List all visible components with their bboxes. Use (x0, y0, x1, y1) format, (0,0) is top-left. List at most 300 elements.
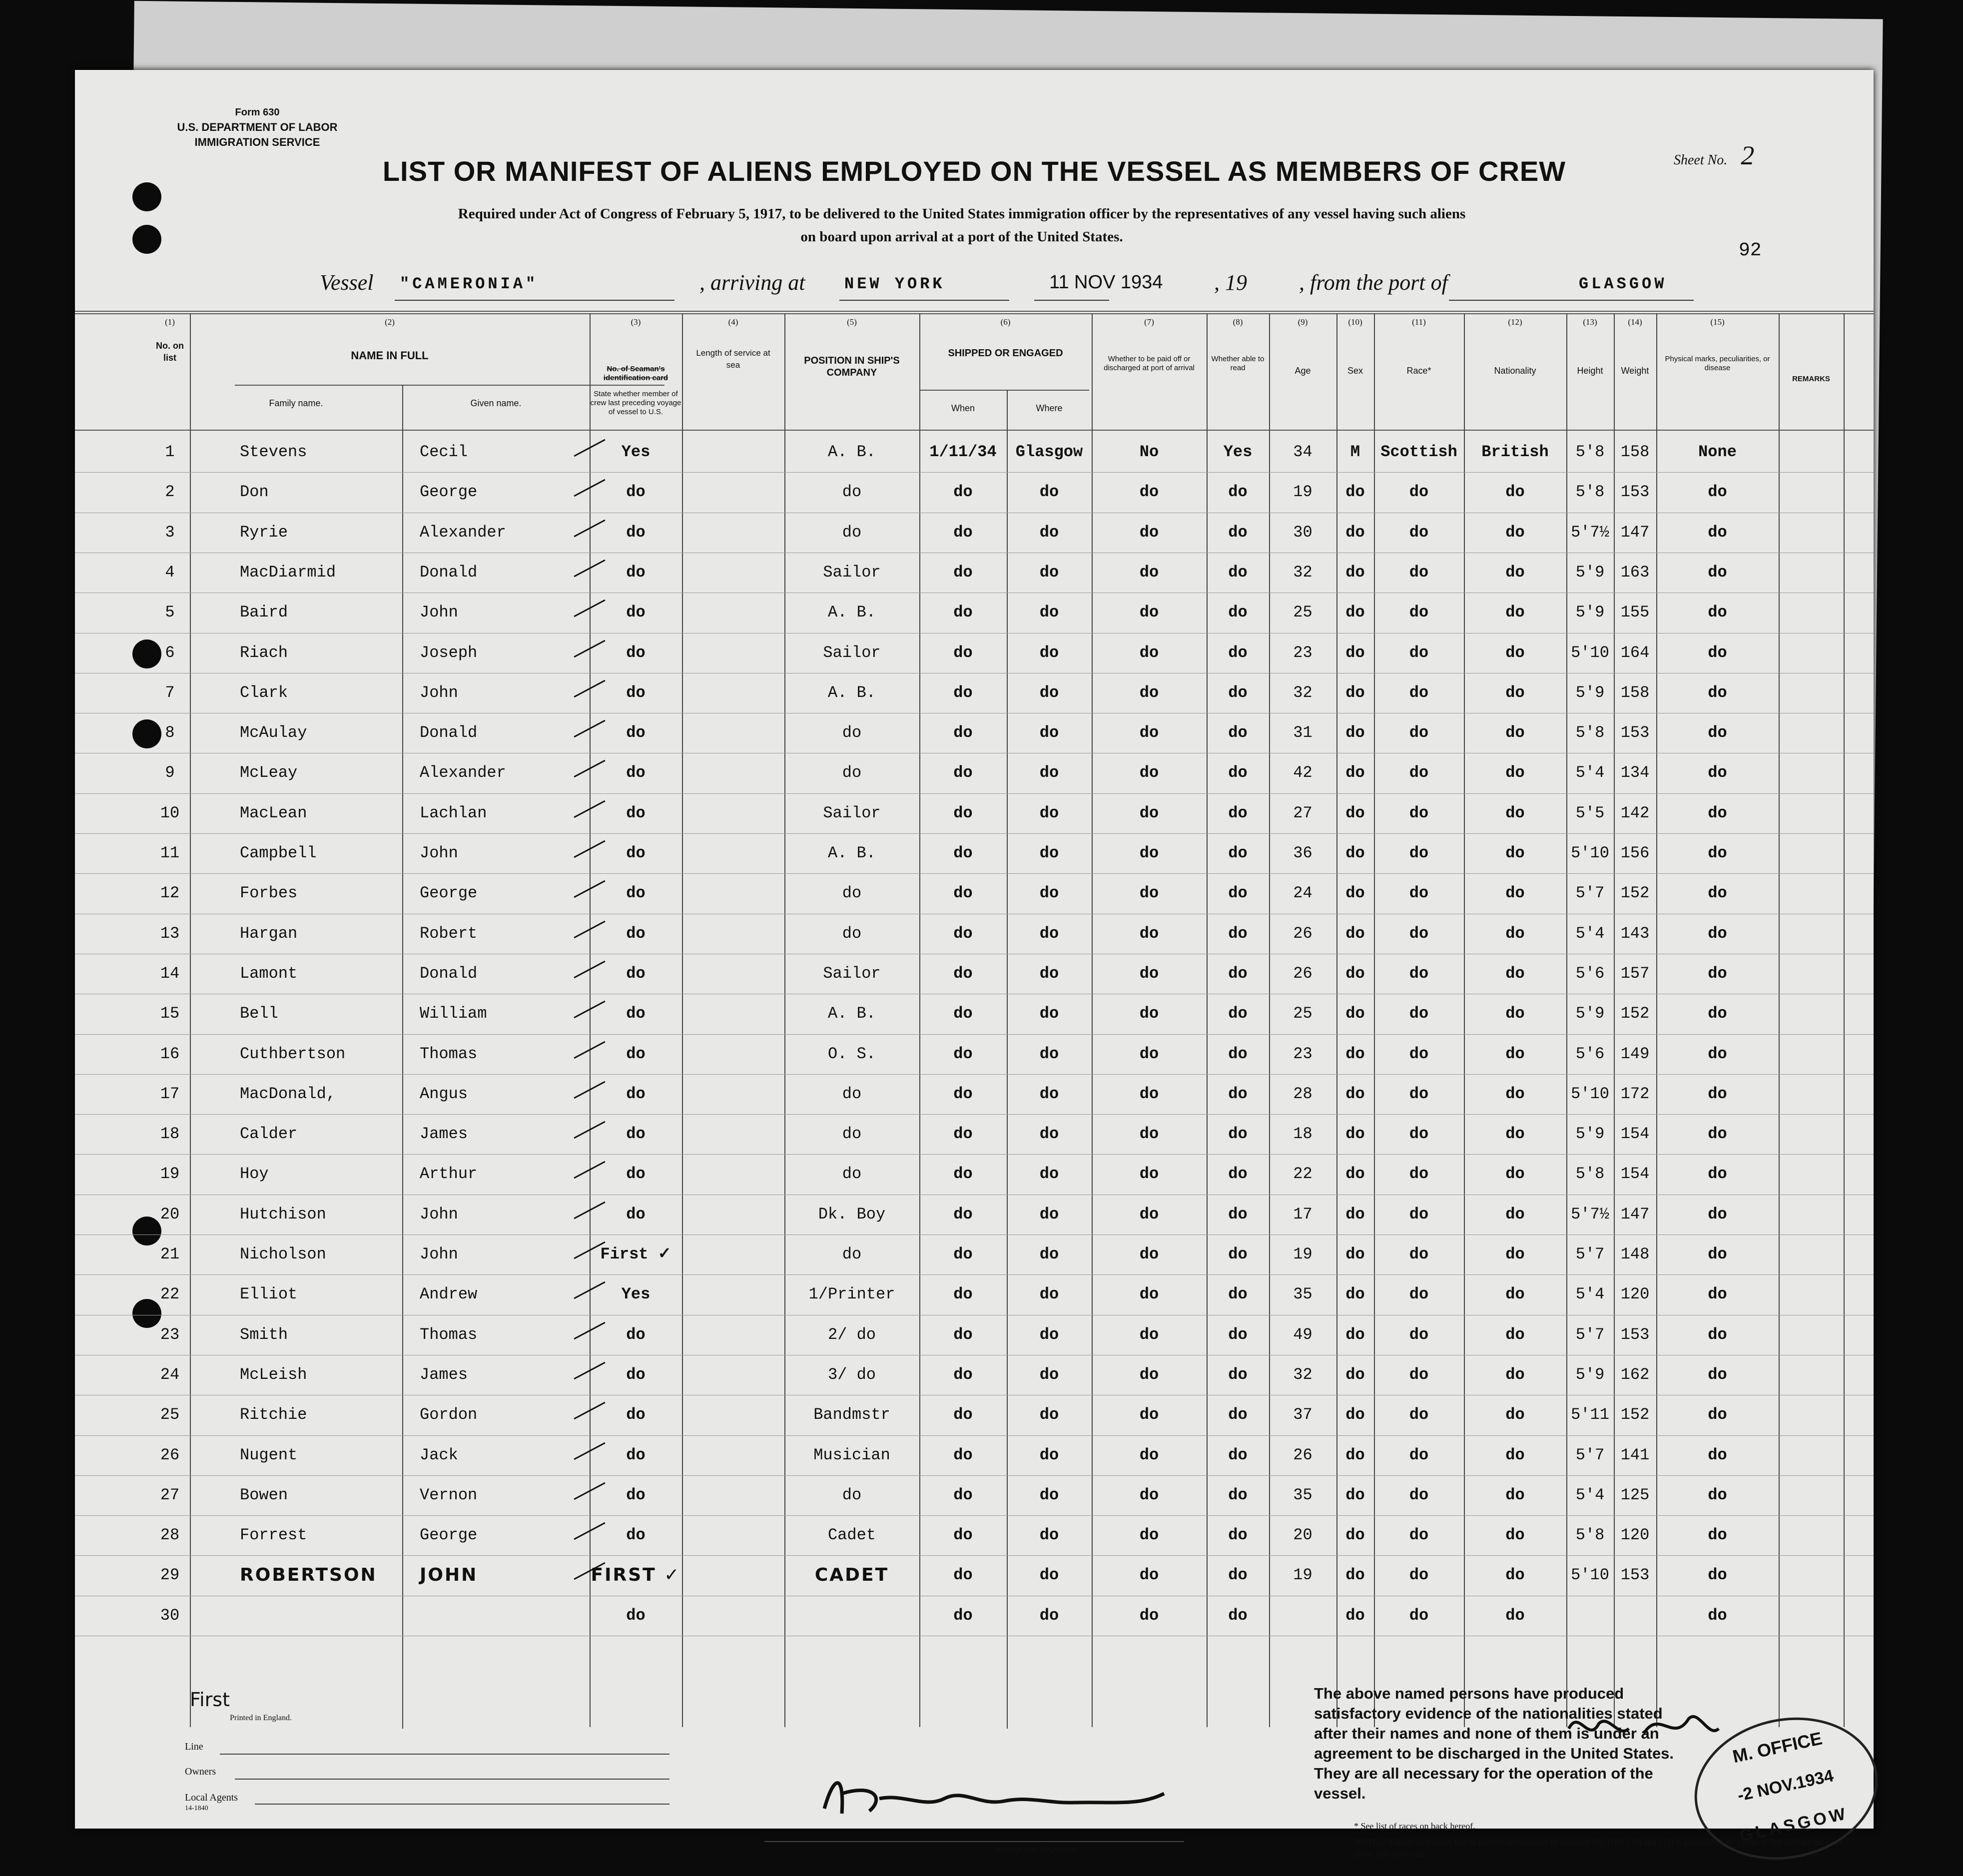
cell-no: 9 (165, 763, 175, 782)
cell-position: 3/ do (827, 1365, 876, 1384)
cell-prev: do (626, 1365, 646, 1384)
table-row (75, 432, 1874, 472)
cell-when: do (953, 1485, 973, 1504)
cell-paid: No (1139, 443, 1159, 461)
col4-header: Length of service at sea (696, 348, 770, 370)
cell-prev: do (626, 563, 646, 582)
cell-position: Sailor (823, 643, 881, 662)
cell-paid: do (1139, 683, 1159, 702)
cell-read: do (1228, 523, 1248, 542)
cell-nat: do (1505, 1004, 1525, 1023)
cell-given: John (420, 603, 458, 622)
cell-family: Elliot (240, 1285, 298, 1304)
cell-sex: do (1345, 1526, 1365, 1545)
cell-position: A. B. (827, 603, 876, 622)
cell-height: 5'4 (1575, 763, 1605, 782)
cell-given: John (420, 1205, 458, 1224)
cell-no: 28 (160, 1526, 180, 1545)
cell-no: 3 (165, 523, 175, 542)
col8-header: Whether able to read (1211, 355, 1265, 372)
cell-given: Thomas (420, 1044, 478, 1063)
cell-marks: do (1708, 763, 1727, 782)
cell-marks: do (1708, 1044, 1727, 1063)
table-row (75, 753, 1874, 793)
cell-no: 22 (160, 1285, 180, 1304)
cell-position: A. B. (827, 683, 876, 702)
cell-nat: do (1505, 1405, 1525, 1424)
cell-read: do (1228, 844, 1248, 862)
cell-paid: do (1139, 964, 1159, 983)
cell-paid: do (1139, 803, 1159, 822)
col4-number: (4) (728, 317, 738, 327)
col1-header: No. on list (156, 341, 184, 363)
cell-where: do (1039, 1325, 1059, 1344)
col2b-header: Given name. (470, 398, 522, 408)
cell-sex: do (1345, 1084, 1365, 1103)
cell-given: Donald (420, 723, 478, 742)
cell-nat: do (1505, 1606, 1525, 1625)
cell-read: do (1228, 1485, 1248, 1504)
cell-age: 25 (1293, 1004, 1312, 1023)
cell-nat: do (1505, 603, 1525, 622)
cell-sex: do (1345, 1205, 1365, 1224)
cell-where: do (1039, 1245, 1059, 1263)
cell-weight: 152 (1620, 1004, 1650, 1023)
form-number: Form 630 (235, 107, 280, 118)
table-row (75, 673, 1874, 713)
cell-given: Joseph (420, 643, 478, 662)
cell-paid: do (1139, 1485, 1159, 1504)
cell-height: 5'7½ (1571, 1205, 1609, 1224)
cell-race: do (1409, 1205, 1429, 1224)
cell-sex: do (1345, 1405, 1365, 1424)
page-title: LIST OR MANIFEST OF ALIENS EMPLOYED ON THE VESSEL AS MEMBERS OF CREW (382, 155, 1566, 187)
cell-prev: Yes (621, 1285, 651, 1304)
cell-family: Hargan (240, 924, 298, 943)
cell-age: 28 (1293, 1084, 1312, 1103)
cell-prev: do (626, 643, 646, 662)
cell-nat: do (1505, 803, 1525, 822)
cell-paid: do (1139, 1044, 1159, 1063)
cell-sex: do (1345, 1245, 1365, 1263)
cell-family: Baird (240, 603, 288, 622)
cell-sex: do (1345, 1125, 1365, 1144)
cell-where: do (1039, 1566, 1059, 1585)
cell-position: 2/ do (827, 1325, 876, 1344)
cell-marks: do (1708, 523, 1727, 542)
cell-read: do (1228, 483, 1248, 502)
cell-no: 8 (165, 723, 175, 742)
cell-where: do (1039, 563, 1059, 582)
table-row (75, 833, 1874, 873)
table-row (75, 1034, 1874, 1074)
cell-age: 23 (1293, 643, 1312, 662)
cell-when: do (953, 964, 973, 983)
col6-header: SHIPPED OR ENGAGED (948, 348, 1063, 359)
subtitle-line-2: on board upon arrival at a port of the United States. (800, 229, 1123, 245)
cell-position: O. S. (827, 1044, 876, 1063)
cell-given: JOHN (420, 1565, 478, 1586)
table-top-rule (75, 311, 1874, 312)
cell-age: 25 (1293, 603, 1312, 622)
cell-read: do (1228, 763, 1248, 782)
cell-sex: do (1345, 603, 1365, 622)
cell-age: 19 (1293, 1245, 1312, 1263)
cell-sex: do (1345, 964, 1365, 983)
year-label: , 19 (1214, 270, 1247, 295)
cell-race: do (1409, 1285, 1429, 1304)
cell-height: 5'10 (1571, 1566, 1609, 1585)
cell-age: 35 (1293, 1285, 1312, 1304)
cell-marks: do (1708, 803, 1727, 822)
cell-marks: do (1708, 844, 1727, 862)
cell-when: do (953, 723, 973, 742)
cell-marks: do (1708, 884, 1727, 903)
cell-no: 19 (160, 1165, 180, 1184)
cell-read: do (1228, 964, 1248, 983)
cell-where: do (1039, 1606, 1059, 1625)
col2-number: (2) (385, 317, 395, 327)
cell-sex: do (1345, 844, 1365, 862)
cell-height: 5'11 (1571, 1405, 1609, 1424)
cell-position: do (842, 483, 862, 502)
cell-marks: do (1708, 1084, 1727, 1103)
col6b-header: Where (1036, 403, 1063, 413)
cell-no: 23 (160, 1325, 180, 1344)
line-field (220, 1754, 669, 1755)
cell-no: 17 (160, 1084, 180, 1103)
cell-marks: do (1708, 1205, 1727, 1224)
cell-sex: do (1345, 1285, 1365, 1304)
cell-nat: do (1505, 683, 1525, 702)
sheet-label: Sheet No. (1674, 152, 1728, 168)
cell-read: do (1228, 1125, 1248, 1144)
cell-given: George (420, 1526, 478, 1545)
cell-given: Cecil (420, 443, 468, 461)
table-row (75, 994, 1874, 1034)
cell-marks: do (1708, 1526, 1727, 1545)
cell-when: do (953, 1044, 973, 1063)
cell-prev: FIRST ✓ (591, 1565, 681, 1586)
cell-race: do (1409, 884, 1429, 903)
cell-when: do (953, 1245, 973, 1263)
cell-race: do (1409, 1044, 1429, 1063)
cell-given: Arthur (420, 1165, 478, 1184)
cell-where: do (1039, 1445, 1059, 1464)
cell-prev: do (626, 1044, 646, 1063)
name-divider (235, 385, 664, 386)
col9-header: Age (1295, 366, 1311, 376)
col13-number: (13) (1583, 317, 1597, 327)
cell-nat: do (1505, 523, 1525, 542)
cell-weight: 152 (1620, 1405, 1650, 1424)
cell-sex: do (1345, 1445, 1365, 1464)
cell-where: do (1039, 1405, 1059, 1424)
cell-where: do (1039, 603, 1059, 622)
cell-age: 22 (1293, 1165, 1312, 1184)
col10-number: (10) (1348, 317, 1362, 327)
cell-height: 5'7 (1575, 884, 1605, 903)
cell-height: 5'9 (1575, 1365, 1605, 1384)
cell-no: 16 (160, 1044, 180, 1063)
service: IMMIGRATION SERVICE (194, 136, 320, 148)
col13-header: Height (1577, 366, 1603, 376)
cell-prev: do (626, 683, 646, 702)
cell-when: do (953, 603, 973, 622)
cell-when: do (953, 1606, 973, 1625)
cell-where: do (1039, 1205, 1059, 1224)
cell-paid: do (1139, 1004, 1159, 1023)
cell-no: 5 (165, 603, 175, 622)
cell-position: Dk. Boy (818, 1205, 886, 1224)
cell-no: 11 (160, 844, 180, 862)
shipped-divider (919, 390, 1089, 391)
col15-number: (15) (1710, 317, 1725, 327)
form-code: 14-1840 (185, 1805, 208, 1812)
cell-position: do (842, 1165, 862, 1184)
cell-no: 30 (160, 1606, 180, 1625)
cell-family: Hutchison (240, 1205, 326, 1224)
cell-age: 20 (1293, 1526, 1312, 1545)
cell-given: George (420, 884, 478, 903)
cell-weight: 149 (1620, 1044, 1650, 1063)
cell-read: do (1228, 1526, 1248, 1545)
cell-when: do (953, 1125, 973, 1144)
cell-race: do (1409, 723, 1429, 742)
cell-paid: do (1139, 884, 1159, 903)
cell-family: Cuthbertson (240, 1044, 346, 1063)
cell-prev: do (626, 723, 646, 742)
cell-sex: do (1345, 884, 1365, 903)
cell-paid: do (1139, 1325, 1159, 1344)
cell-race: do (1409, 643, 1429, 662)
cell-marks: do (1708, 1245, 1727, 1263)
cell-weight: 153 (1620, 1325, 1650, 1344)
cell-age: 32 (1293, 683, 1312, 702)
cell-family: Lamont (240, 964, 298, 983)
cell-where: do (1039, 723, 1059, 742)
cell-sex: do (1345, 1365, 1365, 1384)
cell-nat: do (1505, 483, 1525, 502)
cell-where: do (1039, 1084, 1059, 1103)
cell-given: Alexander (420, 523, 506, 542)
cell-paid: do (1139, 1084, 1159, 1103)
cell-age: 27 (1293, 803, 1312, 822)
cell-height: 5'10 (1571, 643, 1609, 662)
cell-when: do (953, 844, 973, 862)
cell-read: do (1228, 1285, 1248, 1304)
cell-nat: do (1505, 1205, 1525, 1224)
cell-when: do (953, 683, 973, 702)
cell-read: Yes (1223, 443, 1253, 461)
table-top-rule (75, 313, 1874, 314)
cell-age: 24 (1293, 884, 1312, 903)
cell-paid: do (1139, 1245, 1159, 1263)
cell-no: 29 (160, 1566, 180, 1585)
cell-nat: do (1505, 1445, 1525, 1464)
cell-where: do (1039, 1365, 1059, 1384)
cell-race: do (1409, 844, 1429, 862)
cell-height: 5'9 (1575, 1125, 1605, 1144)
cell-weight: 164 (1620, 643, 1650, 662)
table-row (75, 793, 1874, 833)
cell-position (784, 1596, 919, 1636)
cell-paid: do (1139, 1205, 1159, 1224)
cell-family: ROBERTSON (240, 1565, 377, 1586)
cell-family: Forrest (240, 1526, 307, 1545)
cell-prev: do (626, 1405, 646, 1424)
vessel-label: Vessel (320, 270, 374, 295)
cell-family: MacDonald, (240, 1084, 336, 1103)
header-bottom-rule (75, 430, 1874, 431)
col5-header: POSITION IN SHIP'S COMPANY (804, 355, 900, 378)
cell-sex: do (1345, 723, 1365, 742)
cell-weight: 163 (1620, 563, 1650, 582)
cell-family: Hoy (240, 1165, 269, 1184)
cell-when: do (953, 1566, 973, 1585)
cell-height: 5'9 (1575, 603, 1605, 622)
margin-note: First (190, 1689, 230, 1711)
cell-read: do (1228, 1004, 1248, 1023)
cell-height: 5'9 (1575, 563, 1605, 582)
cell-age: 31 (1293, 723, 1312, 742)
cell-race: do (1409, 763, 1429, 782)
cell-nat: do (1505, 924, 1525, 943)
cell-read: do (1228, 603, 1248, 622)
cell-nat: do (1505, 964, 1525, 983)
cell-family: Ritchie (240, 1405, 307, 1424)
cell-family: Bowen (240, 1485, 288, 1504)
cell-family: Forbes (240, 884, 298, 903)
cell-read: do (1228, 1566, 1248, 1585)
cell-where: Glasgow (1015, 443, 1083, 461)
cell-when: do (953, 1325, 973, 1344)
cell-no: 4 (165, 563, 175, 582)
table-row (75, 1435, 1874, 1475)
cell-position: Sailor (823, 964, 881, 983)
cell-marks: do (1708, 1004, 1727, 1023)
cell-paid: do (1139, 563, 1159, 582)
cell-prev: Yes (621, 443, 651, 461)
cell-weight: 156 (1620, 844, 1650, 862)
cell-no: 2 (165, 483, 175, 502)
cell-age: 18 (1293, 1125, 1312, 1144)
cell-sex: do (1345, 763, 1365, 782)
cell-no: 14 (160, 964, 180, 983)
cell-read: do (1228, 1325, 1248, 1344)
cell-when: do (953, 1405, 973, 1424)
table-row (75, 954, 1874, 994)
cell-read: do (1228, 1405, 1248, 1424)
inspector-line (764, 1841, 1184, 1842)
cell-nat: British (1481, 443, 1549, 461)
cell-given: Gordon (420, 1405, 478, 1424)
table-row (75, 1515, 1874, 1555)
cell-given: Robert (420, 924, 478, 943)
cell-weight: 172 (1620, 1084, 1650, 1103)
col7-header: Whether to be paid off or discharged at port of arrival (1104, 355, 1195, 372)
cell-race: do (1409, 1245, 1429, 1263)
cell-family: Stevens (240, 443, 307, 461)
cell-read: do (1228, 1165, 1248, 1184)
cell-read: do (1228, 643, 1248, 662)
cell-paid: do (1139, 603, 1159, 622)
cell-prev: do (626, 483, 646, 502)
cell-race: do (1409, 563, 1429, 582)
printed-note: Printed in England. (230, 1714, 292, 1722)
cell-family: Clark (240, 683, 288, 702)
cell-weight: 154 (1620, 1125, 1650, 1144)
cell-given (420, 1596, 585, 1636)
cell-paid: do (1139, 1285, 1159, 1304)
cell-no: 10 (160, 803, 180, 822)
table-row (75, 1154, 1874, 1194)
cell-height: 5'7½ (1571, 523, 1609, 542)
cell-height: 5'8 (1575, 1526, 1605, 1545)
cell-nat: do (1505, 1245, 1525, 1263)
cell-nat: do (1505, 1125, 1525, 1144)
cell-prev: do (626, 884, 646, 903)
cell-position: A. B. (827, 844, 876, 862)
cell-age: 35 (1293, 1485, 1312, 1504)
cell-position: A. B. (827, 443, 876, 461)
cell-sex: do (1345, 803, 1365, 822)
line-label: Line (185, 1741, 203, 1752)
cell-family: Smith (240, 1325, 288, 1344)
cell-read: do (1228, 1205, 1248, 1224)
cell-given: Alexander (420, 763, 506, 782)
cell-nat: do (1505, 1165, 1525, 1184)
cell-prev: do (626, 803, 646, 822)
cell-prev: do (626, 1004, 646, 1023)
cell-marks: do (1708, 563, 1727, 582)
cell-position: Cadet (827, 1526, 876, 1545)
stamp-line-3: GLASGOW (1738, 1804, 1850, 1846)
cell-height: 5'10 (1571, 844, 1609, 862)
cell-given: George (420, 483, 478, 502)
col2-header: NAME IN FULL (351, 349, 429, 362)
cell-prev: do (626, 1606, 646, 1625)
cell-prev: do (626, 844, 646, 862)
cell-race: do (1409, 523, 1429, 542)
cell-height: 5'7 (1575, 1325, 1605, 1344)
table-row (75, 593, 1874, 632)
cell-height: 5'6 (1575, 1044, 1605, 1063)
cell-weight: 134 (1620, 763, 1650, 782)
cell-weight: 157 (1620, 964, 1650, 983)
cell-given: Vernon (420, 1485, 478, 1504)
table-row (75, 472, 1874, 512)
cell-prev: do (626, 1084, 646, 1103)
inspector-signature (814, 1764, 1204, 1834)
cell-where: do (1039, 1485, 1059, 1504)
agents-label: Local Agents (185, 1792, 238, 1803)
cell-weight: 120 (1620, 1285, 1650, 1304)
cell-prev: do (626, 523, 646, 542)
cell-where: do (1039, 1526, 1059, 1545)
cell-when: do (953, 884, 973, 903)
cell-weight: 158 (1620, 443, 1650, 461)
cell-read: do (1228, 1084, 1248, 1103)
cell-family: McLeish (240, 1365, 307, 1384)
col11-header: Race* (1406, 366, 1431, 376)
col2a-header: Family name. (269, 398, 323, 408)
cell-height: 5'4 (1575, 1285, 1605, 1304)
cell-marks: do (1708, 924, 1727, 943)
cell-paid: do (1139, 1445, 1159, 1464)
cell-sex: do (1345, 683, 1365, 702)
cell-when: do (953, 1004, 973, 1023)
